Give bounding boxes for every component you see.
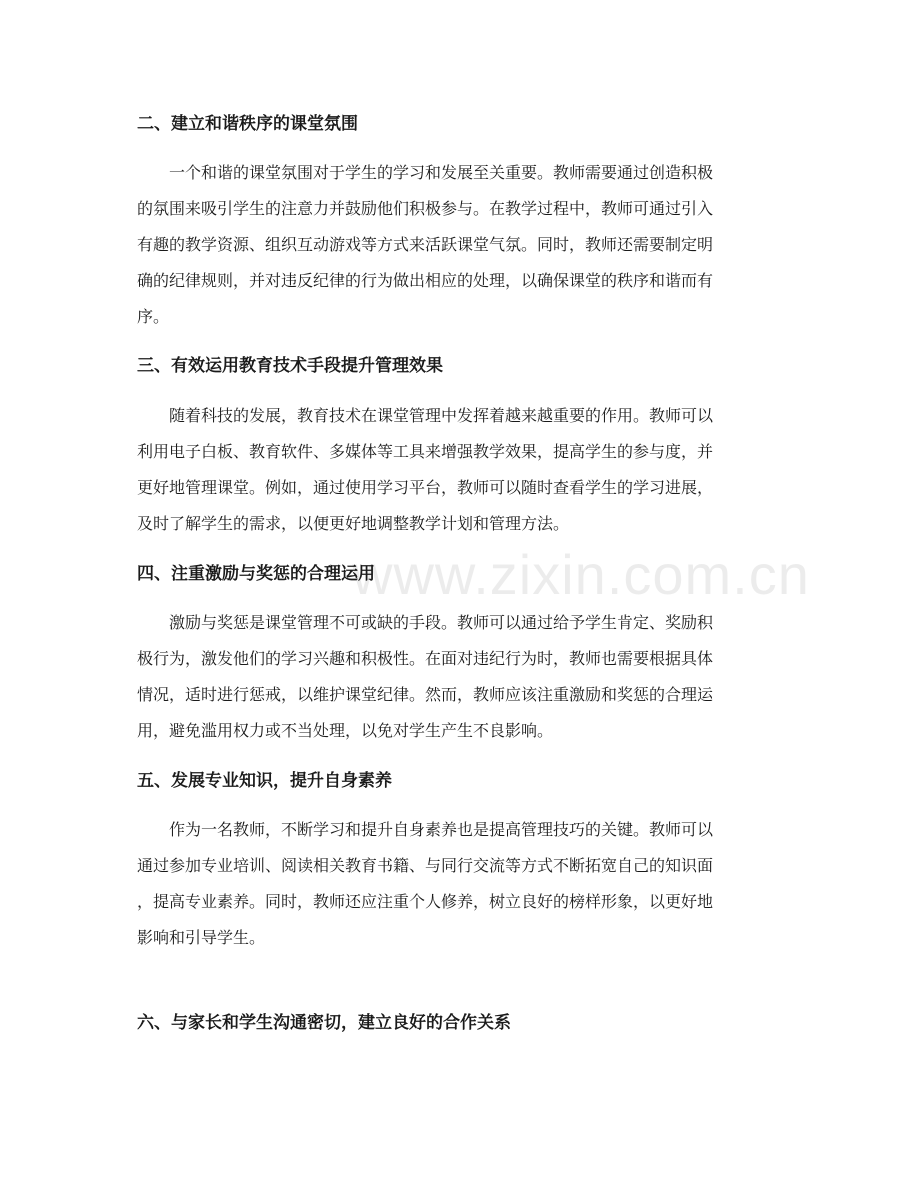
- section-paragraph-4: [137, 605, 785, 749]
- paragraph-line: 影响和引导学生。: [137, 928, 266, 947]
- paragraph-line: 确的纪律规则，并对违反纪律的行为做出相应的处理，以确保课堂的秩序和谐而有: [137, 271, 714, 290]
- paragraph-line: 有趣的教学资源、组织互动游戏等方式来活跃课堂气氛。同时，教师还需要制定明: [137, 235, 714, 254]
- section-heading-2: 二、建立和谐秩序的课堂氛围: [137, 114, 358, 134]
- paragraph-line: 利用电子白板、教育软件、多媒体等工具来增强教学效果，提高学生的参与度，并: [137, 442, 714, 461]
- paragraph-line: 随着科技的发展，教育技术在课堂管理中发挥着越来越重要的作用。教师可以: [169, 406, 714, 425]
- watermark: www.zixin.com.cn: [352, 543, 810, 606]
- paragraph-line: ，提高专业素养。同时，教师还应注重个人修养，树立良好的榜样形象，以更好地: [137, 892, 714, 911]
- paragraph-line: 及时了解学生的需求，以便更好地调整教学计划和管理方法。: [137, 514, 570, 533]
- section-heading-6: 六、与家长和学生沟通密切，建立良好的合作关系: [137, 1013, 511, 1033]
- paragraph-line: 的氛围来吸引学生的注意力并鼓励他们积极参与。在教学过程中，教师可通过引入: [137, 199, 714, 218]
- paragraph-line: 情况，适时进行惩戒，以维护课堂纪律。然而，教师应该注重激励和奖惩的合理运: [137, 685, 714, 704]
- paragraph-line: 激励与奖惩是课堂管理不可或缺的手段。教师可以通过给予学生肯定、奖励积: [169, 613, 714, 632]
- section-heading-5: 五、发展专业知识，提升自身素养: [137, 771, 392, 791]
- paragraph-line: 一个和谐的课堂氛围对于学生的学习和发展至关重要。教师需要通过创造积极: [169, 163, 714, 182]
- paragraph-line: 通过参加专业培训、阅读相关教育书籍、与同行交流等方式不断拓宽自己的知识面: [137, 856, 714, 875]
- paragraph-line: 作为一名教师，不断学习和提升自身素养也是提高管理技巧的关键。教师可以: [169, 820, 714, 839]
- section-heading-3: 三、有效运用教育技术手段提升管理效果: [137, 356, 443, 376]
- section-paragraph-5: [137, 812, 785, 956]
- paragraph-line: 用，避免滥用权力或不当处理，以免对学生产生不良影响。: [137, 721, 554, 740]
- paragraph-line: 序。: [137, 307, 170, 326]
- section-paragraph-3: [137, 398, 785, 542]
- paragraph-line: 极行为，激发他们的学习兴趣和积极性。在面对违纪行为时，教师也需要根据具体: [137, 649, 714, 668]
- section-heading-4: 四、注重激励与奖惩的合理运用: [137, 564, 375, 584]
- section-paragraph-2: [137, 155, 785, 335]
- paragraph-line: 更好地管理课堂。例如，通过使用学习平台，教师可以随时查看学生的学习进展，: [137, 478, 714, 497]
